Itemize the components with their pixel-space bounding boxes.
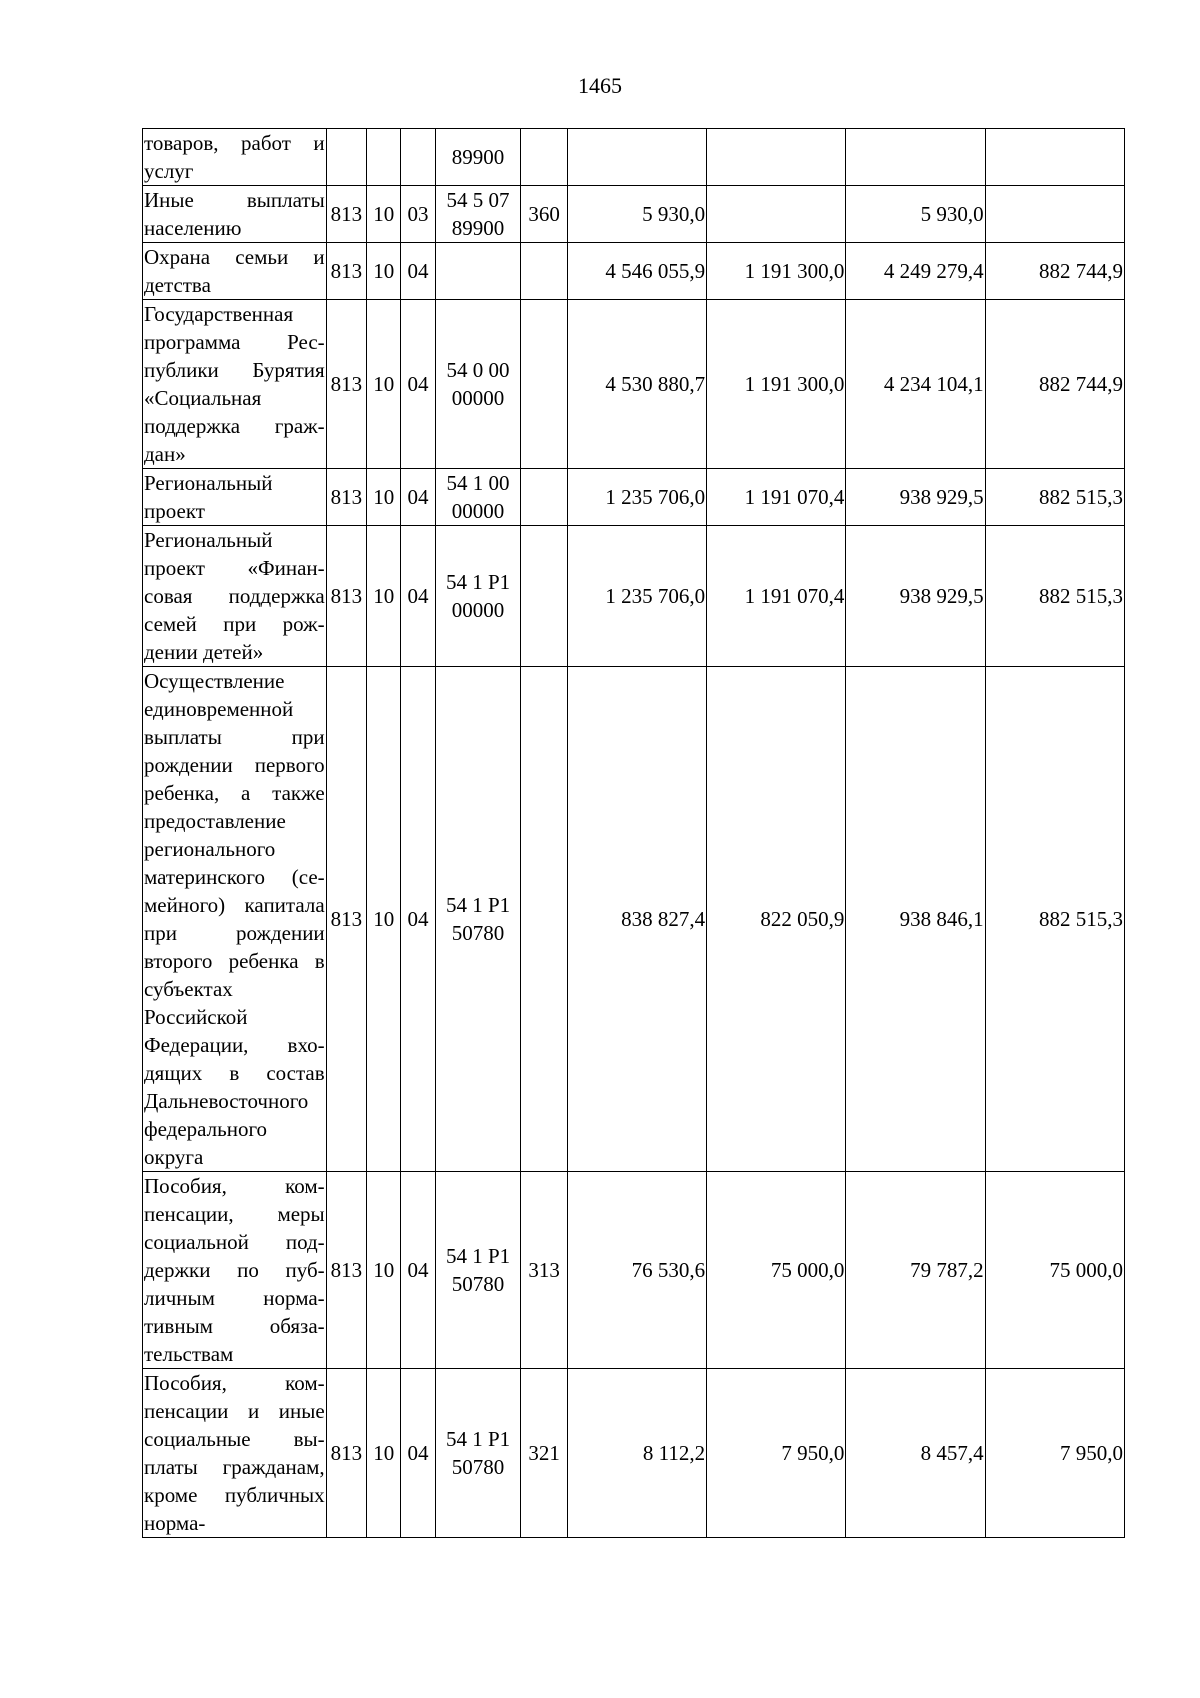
table-row	[143, 300, 1125, 469]
grbs-code-cell: 813	[326, 526, 366, 667]
amount-4-cell	[985, 129, 1124, 186]
amount-2-cell: 1 191 300,0	[707, 300, 846, 469]
budget-table	[142, 128, 1125, 1538]
amount-1-cell: 1 235 706,0	[567, 469, 706, 526]
amount-3-cell: 8 457,4	[846, 1369, 985, 1538]
amount-4-cell: 7 950,0	[985, 1369, 1124, 1538]
target-article-cell: 54 1 P1 50780	[435, 667, 521, 1172]
grbs-code-cell	[326, 129, 366, 186]
amount-4-cell: 882 744,9	[985, 243, 1124, 300]
amount-4-cell: 75 000,0	[985, 1172, 1124, 1369]
row-name-cell: Осуществление единовременной выплаты при рождении первого ребенка, а также предоставление регионального материнского (семейного) капитала при рождении второго ребенка в субъектах Российской Федерации, входящих в состав Дальневосточного федерального округа	[143, 667, 327, 1172]
page-number: 1465	[578, 73, 622, 98]
table-body	[143, 129, 1125, 1538]
grbs-code-cell: 813	[326, 186, 366, 243]
table-row	[143, 243, 1125, 300]
table-row	[143, 186, 1125, 243]
target-article-cell: 89900	[435, 129, 521, 186]
amount-2-cell	[707, 129, 846, 186]
grbs-code-cell: 813	[326, 300, 366, 469]
expense-type-cell: 360	[521, 186, 567, 243]
amount-1-cell: 8 112,2	[567, 1369, 706, 1538]
row-name-cell: Региональный проект «Финансовая поддержка семей при рождении детей»	[143, 526, 327, 667]
subsection-code-cell: 04	[401, 1172, 435, 1369]
section-code-cell: 10	[367, 186, 401, 243]
section-code-cell: 10	[367, 1369, 401, 1538]
subsection-code-cell: 04	[401, 526, 435, 667]
amount-4-cell: 882 515,3	[985, 469, 1124, 526]
amount-2-cell: 822 050,9	[707, 667, 846, 1172]
section-code-cell: 10	[367, 243, 401, 300]
target-article-cell: 54 1 P1 00000	[435, 526, 521, 667]
amount-2-cell: 1 191 070,4	[707, 526, 846, 667]
amount-3-cell: 938 929,5	[846, 469, 985, 526]
amount-4-cell: 882 515,3	[985, 526, 1124, 667]
expense-type-cell: 321	[521, 1369, 567, 1538]
target-article-cell	[435, 243, 521, 300]
expense-type-cell	[521, 300, 567, 469]
expense-type-cell	[521, 243, 567, 300]
amount-3-cell: 79 787,2	[846, 1172, 985, 1369]
amount-3-cell: 4 249 279,4	[846, 243, 985, 300]
section-code-cell: 10	[367, 1172, 401, 1369]
grbs-code-cell: 813	[326, 1369, 366, 1538]
expense-type-cell	[521, 129, 567, 186]
amount-1-cell: 4 530 880,7	[567, 300, 706, 469]
subsection-code-cell	[401, 129, 435, 186]
amount-1-cell	[567, 129, 706, 186]
subsection-code-cell: 04	[401, 1369, 435, 1538]
amount-1-cell: 76 530,6	[567, 1172, 706, 1369]
row-name-cell: Иные выплаты населению	[143, 186, 327, 243]
grbs-code-cell: 813	[326, 469, 366, 526]
section-code-cell: 10	[367, 300, 401, 469]
amount-2-cell: 75 000,0	[707, 1172, 846, 1369]
row-name-cell: Государственная программа Республики Бурятия «Социальная поддержка граждан»	[143, 300, 327, 469]
grbs-code-cell: 813	[326, 667, 366, 1172]
amount-3-cell: 5 930,0	[846, 186, 985, 243]
amount-2-cell: 7 950,0	[707, 1369, 846, 1538]
expense-type-cell	[521, 667, 567, 1172]
table-row	[143, 469, 1125, 526]
grbs-code-cell: 813	[326, 243, 366, 300]
table-row	[143, 667, 1125, 1172]
amount-1-cell: 838 827,4	[567, 667, 706, 1172]
table-row	[143, 526, 1125, 667]
amount-3-cell: 938 929,5	[846, 526, 985, 667]
amount-4-cell: 882 515,3	[985, 667, 1124, 1172]
target-article-cell: 54 0 00 00000	[435, 300, 521, 469]
target-article-cell: 54 1 P1 50780	[435, 1369, 521, 1538]
amount-3-cell	[846, 129, 985, 186]
section-code-cell: 10	[367, 667, 401, 1172]
subsection-code-cell: 04	[401, 469, 435, 526]
subsection-code-cell: 04	[401, 667, 435, 1172]
row-name-cell: Пособия, компенсации и иные социальные выплаты гражданам, кроме публичных норма-	[143, 1369, 327, 1538]
table-row	[143, 129, 1125, 186]
amount-4-cell: 882 744,9	[985, 300, 1124, 469]
row-name-cell: товаров, работ и услуг	[143, 129, 327, 186]
row-name-cell: Пособия, компенсации, меры социальной поддержки по публичным нормативным обязательствам	[143, 1172, 327, 1369]
expense-type-cell: 313	[521, 1172, 567, 1369]
grbs-code-cell: 813	[326, 1172, 366, 1369]
expense-type-cell	[521, 526, 567, 667]
table-row	[143, 1172, 1125, 1369]
amount-1-cell: 1 235 706,0	[567, 526, 706, 667]
subsection-code-cell: 03	[401, 186, 435, 243]
expense-type-cell	[521, 469, 567, 526]
target-article-cell: 54 1 P1 50780	[435, 1172, 521, 1369]
target-article-cell: 54 5 07 89900	[435, 186, 521, 243]
subsection-code-cell: 04	[401, 300, 435, 469]
section-code-cell	[367, 129, 401, 186]
amount-2-cell: 1 191 070,4	[707, 469, 846, 526]
target-article-cell: 54 1 00 00000	[435, 469, 521, 526]
amount-4-cell	[985, 186, 1124, 243]
table-row	[143, 1369, 1125, 1538]
row-name-cell: Охрана семьи и детства	[143, 243, 327, 300]
amount-3-cell: 4 234 104,1	[846, 300, 985, 469]
row-name-cell: Региональный проект	[143, 469, 327, 526]
amount-1-cell: 5 930,0	[567, 186, 706, 243]
section-code-cell: 10	[367, 469, 401, 526]
amount-2-cell: 1 191 300,0	[707, 243, 846, 300]
amount-3-cell: 938 846,1	[846, 667, 985, 1172]
subsection-code-cell: 04	[401, 243, 435, 300]
amount-2-cell	[707, 186, 846, 243]
amount-1-cell: 4 546 055,9	[567, 243, 706, 300]
section-code-cell: 10	[367, 526, 401, 667]
